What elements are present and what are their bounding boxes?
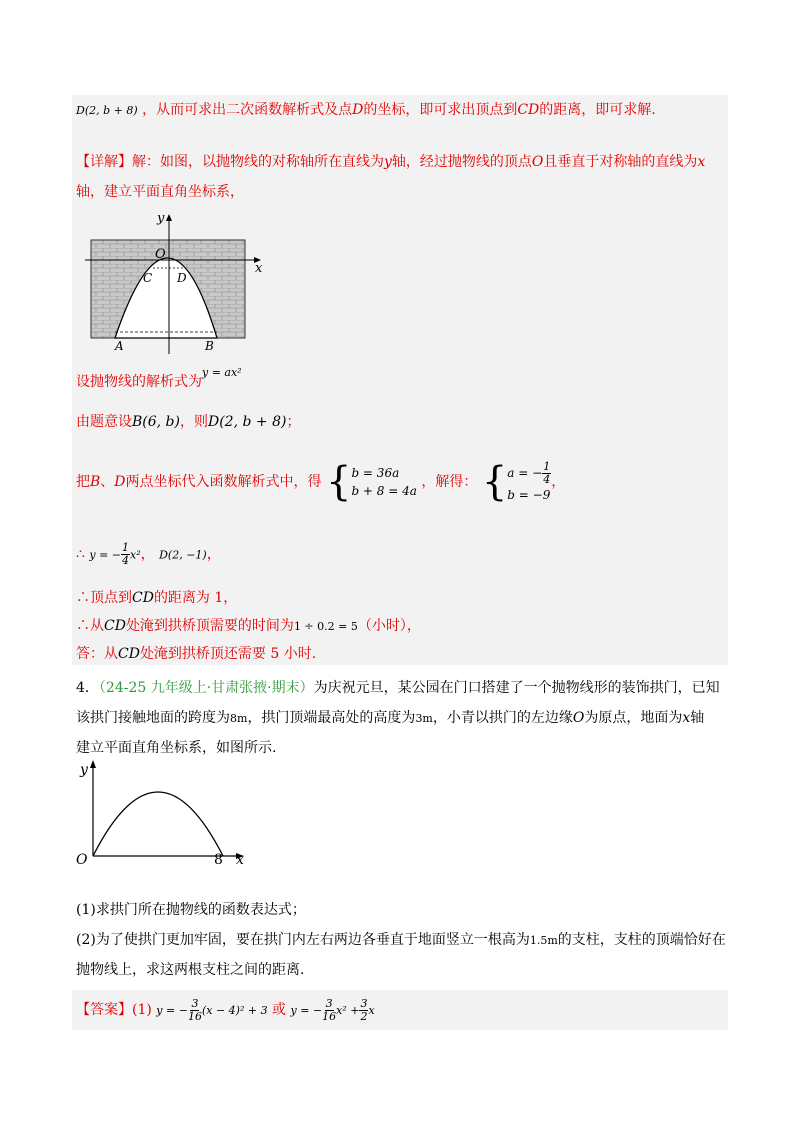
analysis-line	[76, 100, 656, 121]
step-3: 把B、D两点坐标代入函数解析式中，得 { b = 36a b + 8 = 4a ，解得： { a = − $\frac{1}{4}$ b = −9 ，	[76, 459, 566, 505]
step-1: 设抛物线的解析式为$^{y = ax^2}$	[76, 366, 242, 390]
label-o: O	[76, 852, 88, 868]
step-7: 答：从CD处淹到拱桥顶还需要 5 小时.	[76, 646, 317, 662]
step-5: ∴顶点到CD的距离为 1，	[76, 590, 238, 606]
label-x: x	[255, 261, 263, 276]
question-4-line-1: 4．（24-25 九年级上·甘肃张掖·期末）为庆祝元旦，某公园在门口搭建了一个抛物线形的装饰拱门，已知	[76, 680, 720, 696]
label-o: O	[155, 247, 166, 262]
step-6: ∴从CD处淹到拱桥顶需要的时间为1 ÷ 0.2 = 5（小时），	[76, 618, 421, 634]
detail-line-1: 【详解】解：如图，以抛物线的对称轴所在直线为y轴，经过抛物线的顶点O且垂直于对称轴的直线为x	[76, 154, 706, 170]
detail-line-2: 轴，建立平面直角坐标系，	[76, 184, 244, 200]
arch-figure	[74, 758, 254, 868]
label-y: y	[157, 211, 165, 226]
question-number: 4．	[76, 680, 99, 696]
y-arrow	[90, 760, 96, 768]
label-x: x	[236, 852, 244, 868]
analysis-text: ，从而可求出二次函数解析式及点D的坐标，即可求出顶点到CD的距离，即可求解.	[142, 102, 656, 118]
bridge-figure	[85, 208, 275, 356]
question-4-line-3: 建立平面直角坐标系，如图所示.	[76, 740, 277, 756]
part-2-line-1: (2)为了使拱门更加牢固，要在拱门内左右两边各垂直于地面竖立一根高为1.5m的支柱，支柱的顶端恰好在	[76, 932, 726, 948]
label-d: D	[177, 271, 187, 285]
part-1: (1)求拱门所在抛物线的函数表达式；	[76, 902, 306, 918]
step-4: ∴ y = − $\frac{1}{4}$ x²， D(2, −1)，	[76, 541, 221, 567]
label-c: C	[143, 271, 153, 285]
part-2-line-2: 抛物线上，求这两根支柱之间的距离.	[76, 962, 305, 978]
label-8: 8	[214, 852, 223, 868]
equation-system: { b = 36a b + 8 = 4a	[325, 459, 417, 505]
detail-tag: 【详解】	[76, 154, 132, 170]
label-a: A	[115, 339, 124, 353]
solution-system: { a = − $\frac{1}{4}$ b = −9	[481, 459, 551, 505]
point-d-expr: D(2, b + 8)	[76, 104, 138, 117]
step-2: 由题意设B(6, b)，则D(2, b + 8)；	[76, 414, 301, 430]
parabola	[93, 792, 223, 856]
label-y: y	[80, 762, 88, 778]
label-b: B	[205, 339, 214, 353]
y-arrow	[166, 214, 172, 221]
answer-tag: 【答案】	[76, 1002, 132, 1018]
question-4-line-2: 该拱门接触地面的跨度为8m，拱门顶端最高处的高度为3m，小青以拱门的左边缘O为原点，地面为x轴	[76, 710, 705, 726]
answer-line: 【答案】(1) y = − $\frac{3}{16}$ (x − 4)² + 3 或 y = − $\frac{3}{16}$ x² + $\frac{3}{2}$ x	[76, 996, 375, 1023]
question-source: （24-25 九年级上·甘肃张掖·期末）	[98, 680, 314, 696]
